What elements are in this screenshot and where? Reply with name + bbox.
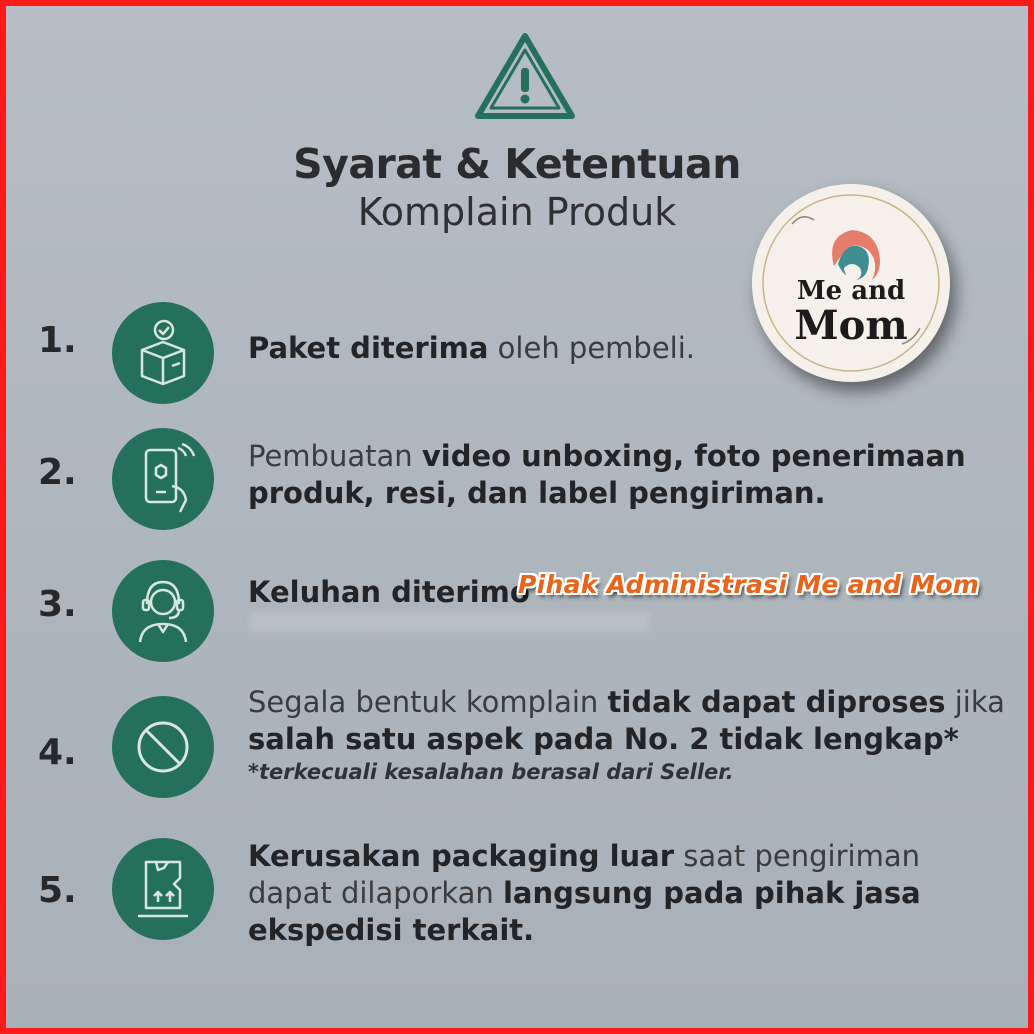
page-title: Syarat & Ketentuan (293, 140, 741, 188)
item-icon-circle (112, 302, 214, 404)
logo-text-line1: Me and (796, 276, 906, 306)
item-icon-circle (112, 838, 214, 940)
item-number: 4. (38, 732, 77, 773)
item-number: 5. (38, 870, 77, 911)
logo-text-line2: Mom (794, 302, 908, 349)
prohibited-icon (112, 696, 214, 798)
page-subtitle: Komplain Produk (357, 190, 677, 234)
phone-camera-icon (112, 428, 214, 530)
overlay-caption: Pihak Administrasi Me and Mom (518, 570, 980, 599)
warning-triangle-icon (470, 28, 580, 124)
item-text: Kerusakan packaging luar saat pengiriman dapat dilaporkan langsung pada pihak jasa ekspedisi terkait. (248, 839, 921, 947)
damaged-box-icon (112, 838, 214, 940)
item-number: 1. (38, 320, 77, 361)
smudge (250, 612, 650, 632)
item-text: Keluhan diterimo (248, 575, 530, 609)
item-footnote: *terkecuali kesalahan berasal dari Seller. (248, 760, 734, 784)
headset-agent-icon (112, 560, 214, 662)
item-icon-circle (112, 696, 214, 798)
item-text: Paket diterima oleh pembeli. (248, 331, 695, 365)
item-text: Segala bentuk komplain tidak dapat diproses jika salah satu aspek pada No. 2 tidak lengkap* *terkecuali kesalahan berasal dari Seller. (248, 684, 1018, 786)
item-icon-circle (112, 428, 214, 530)
item-number: 2. (38, 452, 77, 493)
item-text: Pembuatan video unboxing, foto penerimaan produk, resi, dan label pengiriman. (248, 439, 966, 510)
item-icon-circle (112, 560, 214, 662)
item-number: 3. (38, 584, 77, 625)
package-check-icon (112, 302, 214, 404)
